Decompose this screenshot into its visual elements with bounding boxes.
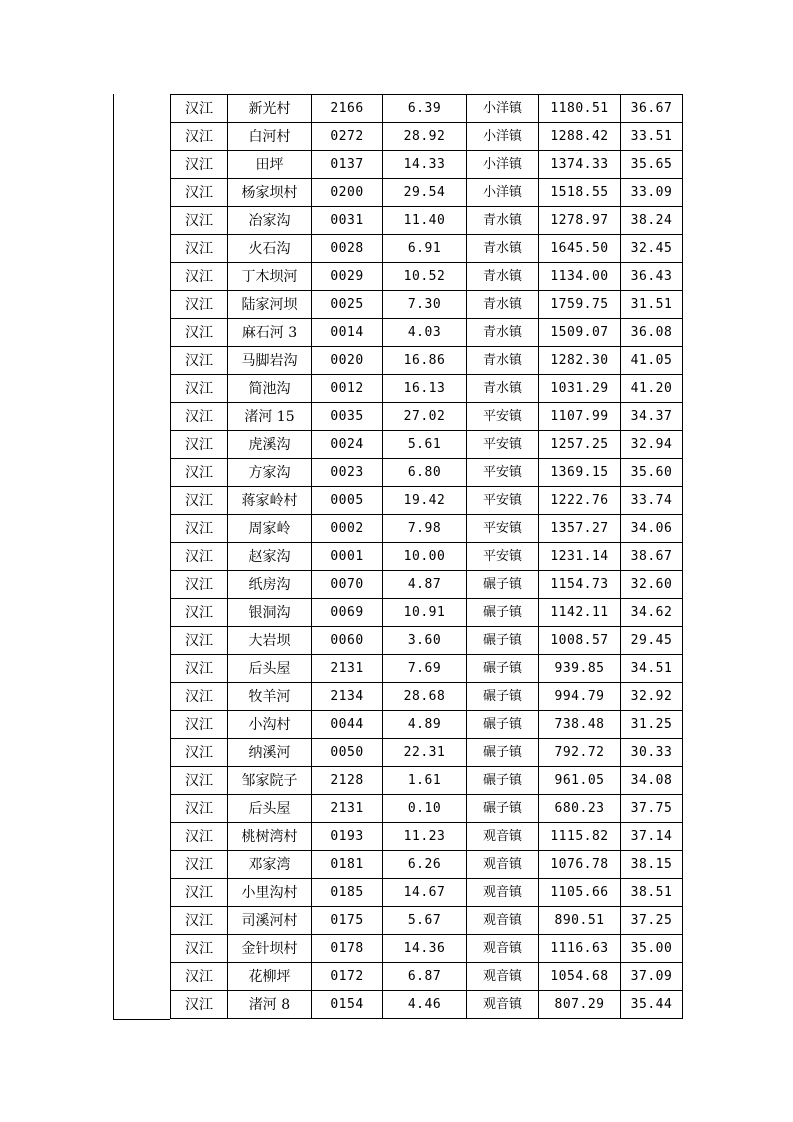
value-cell: 35.65 [621, 151, 683, 179]
town-cell: 碾子镇 [467, 711, 539, 739]
site-name-cell: 马脚岩沟 [228, 347, 312, 375]
area-cell: 7.30 [383, 291, 467, 319]
value-cell: 37.75 [621, 795, 683, 823]
river-cell: 汉江 [171, 207, 228, 235]
table-row [171, 795, 683, 823]
value-cell: 32.60 [621, 571, 683, 599]
code-cell: 0023 [312, 459, 383, 487]
code-cell: 0029 [312, 263, 383, 291]
code-cell: 0028 [312, 235, 383, 263]
table-row [171, 991, 683, 1019]
town-cell: 青水镇 [467, 319, 539, 347]
table-row [171, 823, 683, 851]
elevation-cell: 1154.73 [539, 571, 621, 599]
elevation-cell: 1115.82 [539, 823, 621, 851]
town-cell: 碾子镇 [467, 767, 539, 795]
site-name-cell: 纸房沟 [228, 571, 312, 599]
town-cell: 青水镇 [467, 263, 539, 291]
area-cell: 4.03 [383, 319, 467, 347]
site-name-cell: 渚河 8 [228, 991, 312, 1019]
code-cell: 0050 [312, 739, 383, 767]
table-row [171, 263, 683, 291]
area-cell: 6.87 [383, 963, 467, 991]
town-cell: 小洋镇 [467, 179, 539, 207]
elevation-cell: 1518.55 [539, 179, 621, 207]
river-cell: 汉江 [171, 375, 228, 403]
elevation-cell: 1031.29 [539, 375, 621, 403]
town-cell: 碾子镇 [467, 627, 539, 655]
river-cell: 汉江 [171, 767, 228, 795]
river-cell: 汉江 [171, 711, 228, 739]
river-cell: 汉江 [171, 515, 228, 543]
site-name-cell: 桃树湾村 [228, 823, 312, 851]
town-cell: 平安镇 [467, 515, 539, 543]
value-cell: 38.67 [621, 543, 683, 571]
town-cell: 青水镇 [467, 235, 539, 263]
code-cell: 0035 [312, 403, 383, 431]
value-cell: 32.45 [621, 235, 683, 263]
code-cell: 2134 [312, 683, 383, 711]
code-cell: 0020 [312, 347, 383, 375]
elevation-cell: 890.51 [539, 907, 621, 935]
site-name-cell: 大岩坝 [228, 627, 312, 655]
value-cell: 37.25 [621, 907, 683, 935]
table-row [171, 179, 683, 207]
area-cell: 10.00 [383, 543, 467, 571]
code-cell: 0012 [312, 375, 383, 403]
table-row [171, 459, 683, 487]
table-row [171, 151, 683, 179]
town-cell: 观音镇 [467, 991, 539, 1019]
river-cell: 汉江 [171, 403, 228, 431]
elevation-cell: 1116.63 [539, 935, 621, 963]
value-cell: 31.51 [621, 291, 683, 319]
table-row [171, 935, 683, 963]
site-name-cell: 陆家河坝 [228, 291, 312, 319]
site-name-cell: 小里沟村 [228, 879, 312, 907]
river-cell: 汉江 [171, 319, 228, 347]
elevation-cell: 1278.97 [539, 207, 621, 235]
code-cell: 0031 [312, 207, 383, 235]
value-cell: 33.74 [621, 487, 683, 515]
value-cell: 38.15 [621, 851, 683, 879]
area-cell: 7.98 [383, 515, 467, 543]
area-cell: 5.67 [383, 907, 467, 935]
elevation-cell: 1509.07 [539, 319, 621, 347]
area-cell: 6.26 [383, 851, 467, 879]
area-cell: 16.86 [383, 347, 467, 375]
river-cell: 汉江 [171, 851, 228, 879]
code-cell: 0181 [312, 851, 383, 879]
value-cell: 33.51 [621, 123, 683, 151]
area-cell: 19.42 [383, 487, 467, 515]
code-cell: 0002 [312, 515, 383, 543]
code-cell: 2128 [312, 767, 383, 795]
site-name-cell: 赵家沟 [228, 543, 312, 571]
site-name-cell: 周家岭 [228, 515, 312, 543]
town-cell: 平安镇 [467, 431, 539, 459]
elevation-cell: 738.48 [539, 711, 621, 739]
river-cell: 汉江 [171, 907, 228, 935]
area-cell: 0.10 [383, 795, 467, 823]
elevation-cell: 1076.78 [539, 851, 621, 879]
value-cell: 34.06 [621, 515, 683, 543]
area-cell: 4.89 [383, 711, 467, 739]
code-cell: 0025 [312, 291, 383, 319]
table-row [171, 739, 683, 767]
value-cell: 33.09 [621, 179, 683, 207]
river-cell: 汉江 [171, 543, 228, 571]
table-row [171, 487, 683, 515]
table-row [171, 543, 683, 571]
value-cell: 34.62 [621, 599, 683, 627]
code-cell: 0154 [312, 991, 383, 1019]
elevation-cell: 1257.25 [539, 431, 621, 459]
code-cell: 0272 [312, 123, 383, 151]
site-name-cell: 冶家沟 [228, 207, 312, 235]
code-cell: 0001 [312, 543, 383, 571]
code-cell: 0137 [312, 151, 383, 179]
town-cell: 观音镇 [467, 823, 539, 851]
table-row [171, 375, 683, 403]
town-cell: 青水镇 [467, 347, 539, 375]
elevation-cell: 961.05 [539, 767, 621, 795]
value-cell: 34.51 [621, 655, 683, 683]
area-cell: 5.61 [383, 431, 467, 459]
table-row [171, 319, 683, 347]
river-cell: 汉江 [171, 431, 228, 459]
area-cell: 16.13 [383, 375, 467, 403]
value-cell: 29.45 [621, 627, 683, 655]
code-cell: 0175 [312, 907, 383, 935]
value-cell: 32.94 [621, 431, 683, 459]
value-cell: 36.08 [621, 319, 683, 347]
town-cell: 小洋镇 [467, 95, 539, 123]
elevation-cell: 1759.75 [539, 291, 621, 319]
river-cell: 汉江 [171, 151, 228, 179]
river-cell: 汉江 [171, 655, 228, 683]
site-name-cell: 花柳坪 [228, 963, 312, 991]
river-cell: 汉江 [171, 179, 228, 207]
river-cell: 汉江 [171, 571, 228, 599]
area-cell: 7.69 [383, 655, 467, 683]
river-cell: 汉江 [171, 627, 228, 655]
value-cell: 37.14 [621, 823, 683, 851]
river-cell: 汉江 [171, 291, 228, 319]
code-cell: 0178 [312, 935, 383, 963]
area-cell: 10.52 [383, 263, 467, 291]
town-cell: 碾子镇 [467, 571, 539, 599]
site-name-cell: 白河村 [228, 123, 312, 151]
area-cell: 14.33 [383, 151, 467, 179]
code-cell: 0024 [312, 431, 383, 459]
town-cell: 碾子镇 [467, 599, 539, 627]
site-name-cell: 后头屋 [228, 655, 312, 683]
river-cell: 汉江 [171, 991, 228, 1019]
area-cell: 6.80 [383, 459, 467, 487]
town-cell: 观音镇 [467, 879, 539, 907]
town-cell: 青水镇 [467, 291, 539, 319]
site-name-cell: 小沟村 [228, 711, 312, 739]
river-cell: 汉江 [171, 459, 228, 487]
site-name-cell: 后头屋 [228, 795, 312, 823]
area-cell: 1.61 [383, 767, 467, 795]
town-cell: 小洋镇 [467, 151, 539, 179]
site-name-cell: 司溪河村 [228, 907, 312, 935]
town-cell: 观音镇 [467, 963, 539, 991]
elevation-cell: 1222.76 [539, 487, 621, 515]
table-row [171, 347, 683, 375]
site-name-cell: 简池沟 [228, 375, 312, 403]
code-cell: 0200 [312, 179, 383, 207]
value-cell: 38.24 [621, 207, 683, 235]
code-cell: 0044 [312, 711, 383, 739]
site-name-cell: 方家沟 [228, 459, 312, 487]
river-cell: 汉江 [171, 347, 228, 375]
elevation-cell: 680.23 [539, 795, 621, 823]
area-cell: 6.39 [383, 95, 467, 123]
site-name-cell: 杨家坝村 [228, 179, 312, 207]
town-cell: 青水镇 [467, 375, 539, 403]
elevation-cell: 994.79 [539, 683, 621, 711]
town-cell: 小洋镇 [467, 123, 539, 151]
area-cell: 11.23 [383, 823, 467, 851]
site-name-cell: 新光村 [228, 95, 312, 123]
value-cell: 34.37 [621, 403, 683, 431]
value-cell: 38.51 [621, 879, 683, 907]
elevation-cell: 1231.14 [539, 543, 621, 571]
table-row [171, 711, 683, 739]
site-name-cell: 牧羊河 [228, 683, 312, 711]
area-cell: 22.31 [383, 739, 467, 767]
town-cell: 平安镇 [467, 403, 539, 431]
site-name-cell: 麻石河 3 [228, 319, 312, 347]
elevation-cell: 1288.42 [539, 123, 621, 151]
value-cell: 35.44 [621, 991, 683, 1019]
code-cell: 2131 [312, 795, 383, 823]
town-cell: 碾子镇 [467, 683, 539, 711]
value-cell: 36.43 [621, 263, 683, 291]
elevation-cell: 807.29 [539, 991, 621, 1019]
town-cell: 观音镇 [467, 907, 539, 935]
river-cell: 汉江 [171, 795, 228, 823]
value-cell: 35.00 [621, 935, 683, 963]
elevation-cell: 1282.30 [539, 347, 621, 375]
elevation-cell: 1374.33 [539, 151, 621, 179]
code-cell: 0172 [312, 963, 383, 991]
value-cell: 31.25 [621, 711, 683, 739]
area-cell: 27.02 [383, 403, 467, 431]
value-cell: 41.20 [621, 375, 683, 403]
elevation-cell: 1008.57 [539, 627, 621, 655]
table-row [171, 963, 683, 991]
site-name-cell: 纳溪河 [228, 739, 312, 767]
river-cell: 汉江 [171, 683, 228, 711]
table-row [171, 879, 683, 907]
site-name-cell: 虎溪沟 [228, 431, 312, 459]
area-cell: 14.36 [383, 935, 467, 963]
town-cell: 观音镇 [467, 851, 539, 879]
river-cell: 汉江 [171, 95, 228, 123]
elevation-cell: 1645.50 [539, 235, 621, 263]
river-cell: 汉江 [171, 935, 228, 963]
river-cell: 汉江 [171, 123, 228, 151]
town-cell: 平安镇 [467, 543, 539, 571]
data-table [170, 94, 683, 1019]
elevation-cell: 1142.11 [539, 599, 621, 627]
elevation-cell: 1107.99 [539, 403, 621, 431]
area-cell: 6.91 [383, 235, 467, 263]
town-cell: 平安镇 [467, 459, 539, 487]
elevation-cell: 939.85 [539, 655, 621, 683]
town-cell: 青水镇 [467, 207, 539, 235]
table-row [171, 683, 683, 711]
value-cell: 37.09 [621, 963, 683, 991]
river-cell: 汉江 [171, 823, 228, 851]
table-row [171, 907, 683, 935]
elevation-cell: 1357.27 [539, 515, 621, 543]
area-cell: 11.40 [383, 207, 467, 235]
river-cell: 汉江 [171, 739, 228, 767]
table-row [171, 515, 683, 543]
river-cell: 汉江 [171, 263, 228, 291]
area-cell: 10.91 [383, 599, 467, 627]
elevation-cell: 1180.51 [539, 95, 621, 123]
value-cell: 30.33 [621, 739, 683, 767]
site-name-cell: 火石沟 [228, 235, 312, 263]
town-cell: 碾子镇 [467, 739, 539, 767]
site-name-cell: 金针坝村 [228, 935, 312, 963]
table-row [171, 627, 683, 655]
table-row [171, 207, 683, 235]
elevation-cell: 1134.00 [539, 263, 621, 291]
elevation-cell: 1054.68 [539, 963, 621, 991]
code-cell: 0070 [312, 571, 383, 599]
table-left-column-strip [113, 94, 170, 1020]
site-name-cell: 丁木坝河 [228, 263, 312, 291]
table-row [171, 655, 683, 683]
area-cell: 3.60 [383, 627, 467, 655]
table-row [171, 599, 683, 627]
elevation-cell: 1369.15 [539, 459, 621, 487]
area-cell: 28.68 [383, 683, 467, 711]
site-name-cell: 田坪 [228, 151, 312, 179]
river-cell: 汉江 [171, 879, 228, 907]
code-cell: 2131 [312, 655, 383, 683]
code-cell: 0185 [312, 879, 383, 907]
site-name-cell: 银洞沟 [228, 599, 312, 627]
value-cell: 35.60 [621, 459, 683, 487]
area-cell: 4.46 [383, 991, 467, 1019]
area-cell: 4.87 [383, 571, 467, 599]
area-cell: 14.67 [383, 879, 467, 907]
area-cell: 28.92 [383, 123, 467, 151]
table-body [171, 95, 683, 1019]
table-row [171, 291, 683, 319]
table-row [171, 767, 683, 795]
river-cell: 汉江 [171, 487, 228, 515]
town-cell: 观音镇 [467, 935, 539, 963]
town-cell: 碾子镇 [467, 795, 539, 823]
town-cell: 碾子镇 [467, 655, 539, 683]
table-row [171, 431, 683, 459]
value-cell: 41.05 [621, 347, 683, 375]
code-cell: 2166 [312, 95, 383, 123]
area-cell: 29.54 [383, 179, 467, 207]
river-cell: 汉江 [171, 599, 228, 627]
table-row [171, 95, 683, 123]
table-row [171, 571, 683, 599]
code-cell: 0060 [312, 627, 383, 655]
code-cell: 0005 [312, 487, 383, 515]
code-cell: 0069 [312, 599, 383, 627]
site-name-cell: 蒋家岭村 [228, 487, 312, 515]
river-cell: 汉江 [171, 235, 228, 263]
table-row [171, 235, 683, 263]
site-name-cell: 渚河 15 [228, 403, 312, 431]
value-cell: 34.08 [621, 767, 683, 795]
value-cell: 32.92 [621, 683, 683, 711]
town-cell: 平安镇 [467, 487, 539, 515]
code-cell: 0193 [312, 823, 383, 851]
elevation-cell: 792.72 [539, 739, 621, 767]
elevation-cell: 1105.66 [539, 879, 621, 907]
value-cell: 36.67 [621, 95, 683, 123]
site-name-cell: 邹家院子 [228, 767, 312, 795]
river-cell: 汉江 [171, 963, 228, 991]
site-name-cell: 邓家湾 [228, 851, 312, 879]
table-row [171, 851, 683, 879]
table-row [171, 403, 683, 431]
code-cell: 0014 [312, 319, 383, 347]
table-row [171, 123, 683, 151]
